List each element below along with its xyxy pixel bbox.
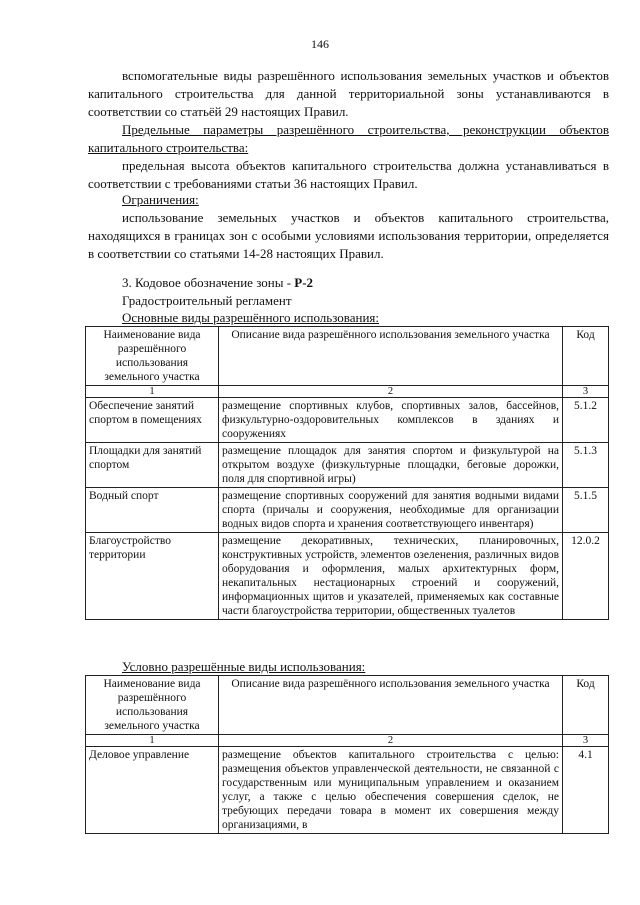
restrictions-heading-block — [88, 191, 609, 209]
use-description: размещение декоративных, технических, планировочных, конструктивных устройств, элементов озеленения, различных видов оборудования и оформления, малых архитектурных форм, некапитальных нестационарных строений и сооружений, информационных щитов и указателей, применяемых как составные части благоустройства территории, общественных туалетов — [219, 533, 563, 620]
header-code-cell: Код — [563, 327, 609, 386]
header-description-cell: Описание вида разрешённого использования земельного участка — [219, 676, 563, 735]
header-name-cell: Наименование вида разрешённого использования земельного участка — [86, 676, 219, 735]
column-number-1: 1 — [86, 735, 219, 747]
auxiliary-uses-text: вспомогательные виды разрешённого использования земельных участков и объектов капитального строительства для данной территориальной зоны устанавливаются в соответствии со статьёй 29 настоящих Правил. — [88, 68, 609, 119]
column-number-2: 2 — [219, 735, 563, 747]
header-name-cell: Наименование вида разрешённого использования земельного участка — [86, 327, 219, 386]
zone-code-label: 3. Кодовое обозначение зоны - — [122, 275, 295, 290]
use-description: размещение объектов капитального строительства с целью: размещения объектов управленческой деятельности, не связанной с государственным или муниципальным управлением и оказанием услуг, а также с целью обеспечения совершения сделок, не требующих передачи товара в момент их совершения между организациями, в — [219, 747, 563, 834]
table-row — [86, 443, 609, 488]
use-description: размещение спортивных клубов, спортивных залов, бассейнов, физкультурно-оздоровительных комплексов в зданиях и сооружениях — [219, 398, 563, 443]
column-number-3: 3 — [563, 735, 609, 747]
use-description: размещение площадок для занятия спортом и физкультурой на открытом воздухе (физкультурные площадки, беговые дорожки, поля для спортивной игры) — [219, 443, 563, 488]
table-header-row — [86, 327, 609, 386]
use-name: Площадки для занятий спортом — [86, 443, 219, 488]
limits-heading: Предельные параметры разрешённого строительства, реконструкции объектов капитального строительства: — [88, 122, 609, 155]
use-code: 12.0.2 — [563, 533, 609, 620]
use-name: Водный спорт — [86, 488, 219, 533]
use-code: 5.1.2 — [563, 398, 609, 443]
header-description-cell: Описание вида разрешённого использования земельного участка — [219, 327, 563, 386]
zone-code: Р-2 — [294, 275, 314, 290]
regulation-title: Градостроительный регламент — [122, 293, 292, 308]
header-code-cell: Код — [563, 676, 609, 735]
column-number-3: 3 — [563, 386, 609, 398]
use-name: Благоустройство территории — [86, 533, 219, 620]
use-description: размещение спортивных сооружений для занятия водными видами спорта (причалы и сооружения, необходимые для организации водных видов спорта и хранения соответствующего инвентаря) — [219, 488, 563, 533]
table-header-row — [86, 676, 609, 735]
restrictions-text: использование земельных участков и объектов капитального строительства, находящихся в границах зон с особыми условиями использования территории, определяется в соответствии со статьями 14-28 настоящих Правил. — [88, 210, 609, 261]
main-uses-table — [85, 326, 609, 620]
use-code: 4.1 — [563, 747, 609, 834]
table-row — [86, 488, 609, 533]
page-number: 146 — [311, 37, 329, 51]
column-number-row — [86, 386, 609, 398]
table-row — [86, 398, 609, 443]
conditional-uses-table — [85, 675, 609, 834]
column-number-row — [86, 735, 609, 747]
use-code: 5.1.3 — [563, 443, 609, 488]
column-number-1: 1 — [86, 386, 219, 398]
zone-code-line — [122, 274, 313, 291]
limits-text: предельная высота объектов капитального строительства должна устанавливаться в соответствии с требованиями статьи 36 настоящих Правил. — [88, 158, 609, 191]
main-uses-heading: Основные виды разрешённого использования: — [122, 310, 380, 325]
conditional-uses-heading: Условно разрешённые виды использования: — [122, 659, 366, 674]
restrictions-heading: Ограничения: — [122, 192, 199, 207]
use-code: 5.1.5 — [563, 488, 609, 533]
table-row — [86, 533, 609, 620]
table-row — [86, 747, 609, 834]
column-number-2: 2 — [219, 386, 563, 398]
use-name: Деловое управление — [86, 747, 219, 834]
use-name: Обеспечение занятий спортом в помещениях — [86, 398, 219, 443]
